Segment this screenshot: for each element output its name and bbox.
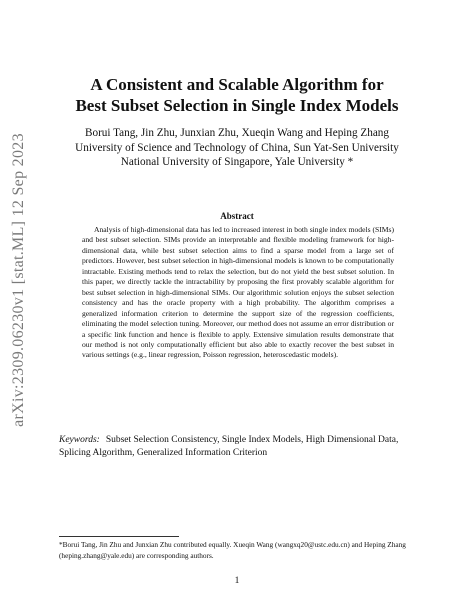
author-block <box>40 126 434 170</box>
arxiv-identifier-stamp <box>6 133 32 427</box>
keywords-label: Keywords: <box>59 435 100 445</box>
author-affiliation-2: National University of Singapore, Yale University * <box>120 156 354 168</box>
author-affiliation-1: University of Science and Technology of China, Sun Yat-Sen University <box>75 141 399 154</box>
footnote: *Borui Tang, Jin Zhu and Junxian Zhu contributed equally. Xueqin Wang (wangxq20@ustc.edu.cn) and Heping Zhang (heping.zhang@yale.edu) are corresponding authors. <box>59 540 406 560</box>
paper-title-line-2: Best Subset Selection in Single Index Models <box>75 96 399 115</box>
abstract-body: Analysis of high-dimensional data has led to increased interest in both single index models (SIMs) and best subset selection. SIMs provide an interpretable and flexible modeling framework for high-dimensional data, while best subset selection aims to find a sparse model from a large set of predictors. However, best subset selection in high-dimensional models is known to be computationally intractable. Existing methods tend to relax the selection, but do not yield the best subset solution. In this paper, we directly tackle the intractability by proposing the first provably scalable algorithm for best subset selection in high-dimensional SIMs. Our algorithmic solution enjoys the subset selection consistency and has the oracle property with a high probability. The algorithm comprises a generalized information criterion to determine the support size of the regression coefficients, eliminating the model selection tuning. Moreover, our method does not assume an error distribution or a specific link function and hence is flexible to apply. Extensive simulation results demonstrate that our method is not only computationally efficient but also able to exactly recover the best subset in various settings (e.g., linear regression, Poisson regression, heteroscedastic models). <box>82 225 394 360</box>
abstract-heading: Abstract <box>220 211 254 221</box>
paper-title-line-1: A Consistent and Scalable Algorithm for <box>90 75 384 94</box>
page-number: 1 <box>234 576 240 586</box>
keywords-text: Subset Selection Consistency, Single Index Models, High Dimensional Data, Splicing Algorithm, Generalized Information Criterion <box>59 435 399 458</box>
keywords-section <box>59 434 415 459</box>
footnote-divider <box>59 536 179 537</box>
author-names: Borui Tang, Jin Zhu, Junxian Zhu, Xueqin Wang and Heping Zhang <box>85 127 389 139</box>
paper-title <box>40 74 434 116</box>
arxiv-identifier-text: arXiv:2309.06230v1 [stat.ML] 12 Sep 2023 <box>10 133 27 427</box>
